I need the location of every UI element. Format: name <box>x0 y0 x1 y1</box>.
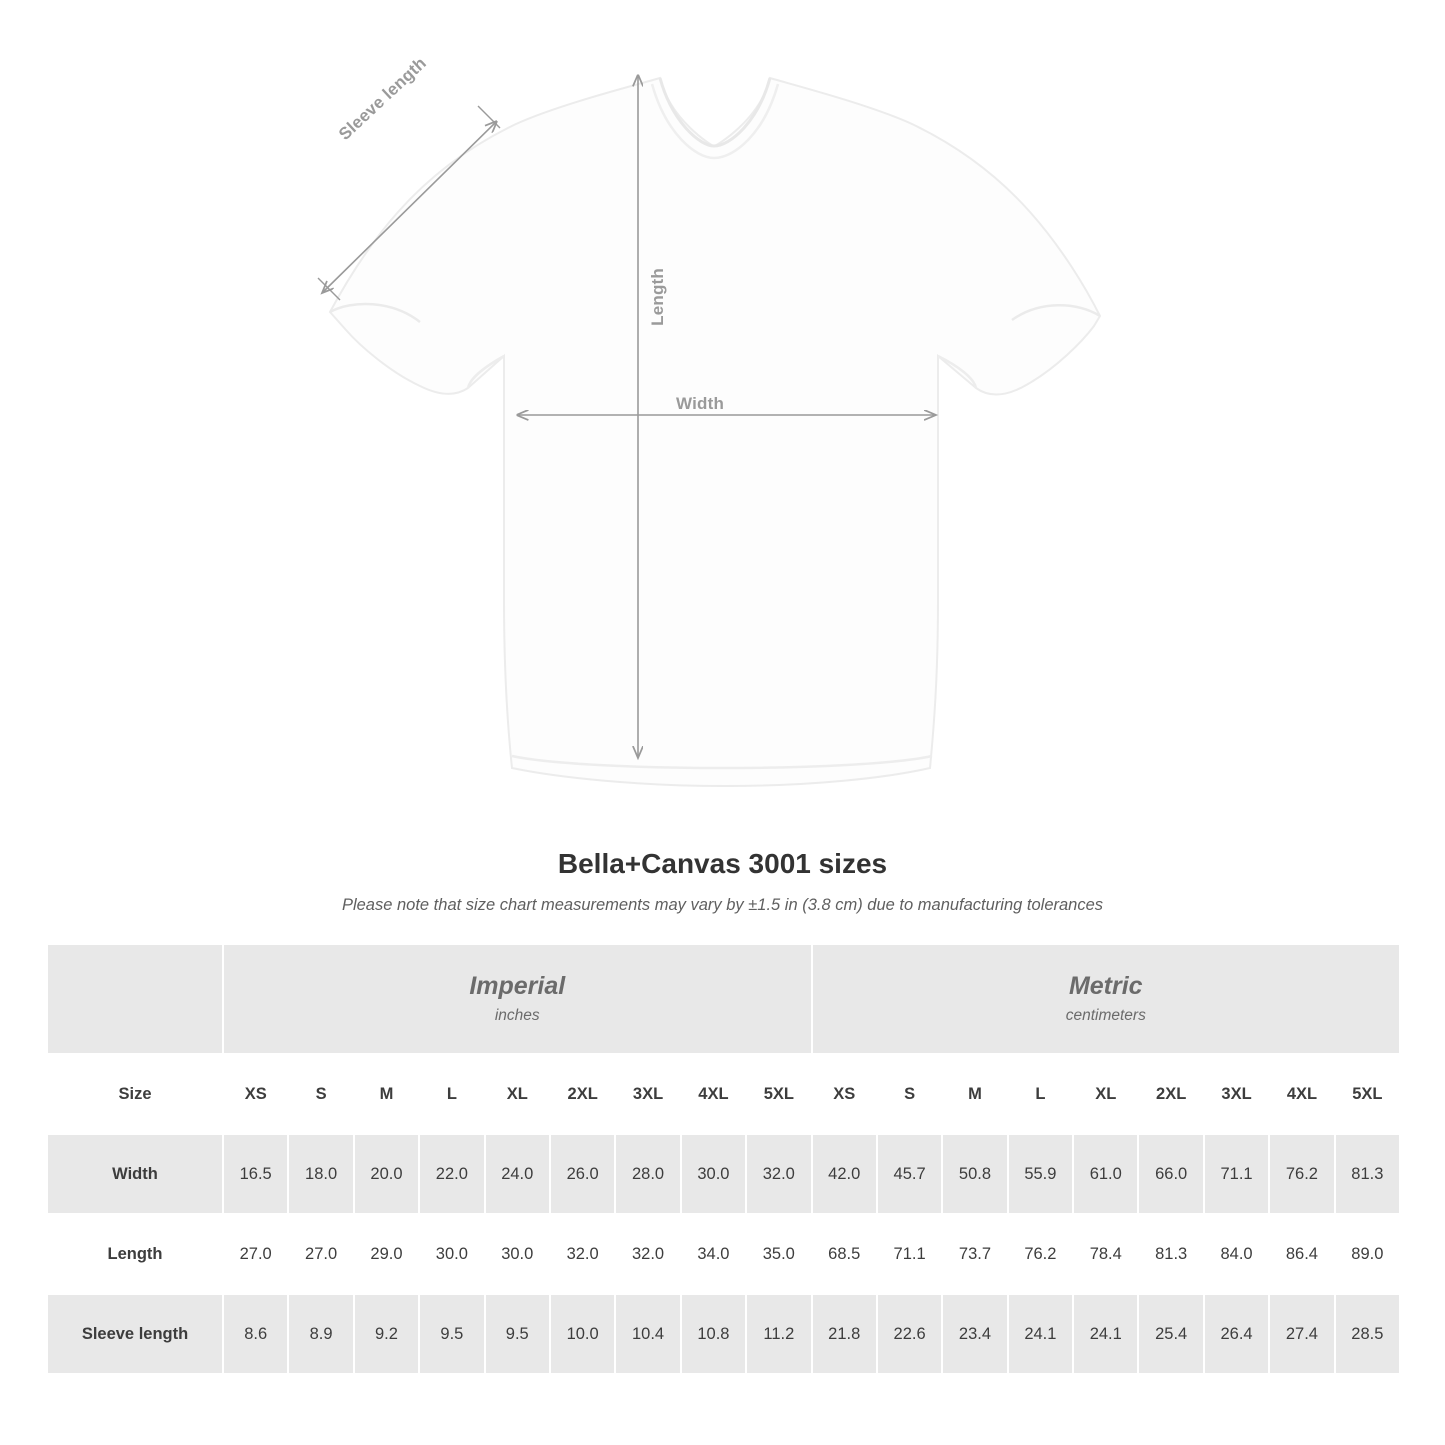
cell-width-s-cm: 45.7 <box>877 1134 942 1214</box>
cell-width-4xl-cm: 76.2 <box>1269 1134 1334 1214</box>
cell-length-m-in: 29.0 <box>354 1214 419 1294</box>
column-header-4xl: 4XL <box>681 1054 746 1134</box>
column-header-s: S <box>288 1054 353 1134</box>
column-header-xs: XS <box>223 1054 288 1134</box>
cell-width-5xl-cm: 81.3 <box>1335 1134 1400 1214</box>
column-header-3xl: 3XL <box>1204 1054 1269 1134</box>
cell-width-xl-cm: 61.0 <box>1073 1134 1138 1214</box>
column-header-m: M <box>354 1054 419 1134</box>
cell-width-m-in: 20.0 <box>354 1134 419 1214</box>
cell-width-xs-in: 16.5 <box>223 1134 288 1214</box>
cell-sleeve-length-4xl-cm: 27.4 <box>1269 1294 1334 1374</box>
column-header-l: L <box>419 1054 484 1134</box>
column-header-m: M <box>942 1054 1007 1134</box>
table-row <box>47 1214 1400 1294</box>
cell-length-xl-in: 30.0 <box>485 1214 550 1294</box>
unit-row-spacer <box>47 944 223 1054</box>
unit-group-name: Imperial <box>469 971 566 1000</box>
cell-sleeve-length-2xl-cm: 25.4 <box>1138 1294 1203 1374</box>
cell-length-3xl-cm: 84.0 <box>1204 1214 1269 1294</box>
unit-group-subtitle: centimeters <box>1065 1007 1146 1025</box>
tolerance-note: Please note that size chart measurements may vary by ±1.5 in (3.8 cm) due to manufacturing tolerances <box>341 896 1104 914</box>
cell-width-2xl-cm: 66.0 <box>1138 1134 1203 1214</box>
cell-length-xl-cm: 78.4 <box>1073 1214 1138 1294</box>
table-header-row <box>47 1054 1400 1134</box>
cell-length-l-cm: 76.2 <box>1008 1214 1073 1294</box>
column-header-xl: XL <box>1073 1054 1138 1134</box>
cell-sleeve-length-m-in: 9.2 <box>354 1294 419 1374</box>
width-dimension-label: Width <box>676 394 725 413</box>
cell-length-2xl-in: 32.0 <box>550 1214 615 1294</box>
column-header-2xl: 2XL <box>1138 1054 1203 1134</box>
cell-length-s-in: 27.0 <box>288 1214 353 1294</box>
cell-length-3xl-in: 32.0 <box>615 1214 680 1294</box>
cell-width-s-in: 18.0 <box>288 1134 353 1214</box>
unit-group-name: Metric <box>1068 971 1143 1000</box>
column-header-xl: XL <box>485 1054 550 1134</box>
cell-sleeve-length-3xl-cm: 26.4 <box>1204 1294 1269 1374</box>
table-row <box>47 1294 1400 1374</box>
cell-sleeve-length-xl-in: 9.5 <box>485 1294 550 1374</box>
cell-length-xs-cm: 68.5 <box>812 1214 877 1294</box>
unit-group-metric <box>812 944 1401 1054</box>
row-label-length: Length <box>47 1214 223 1294</box>
cell-sleeve-length-xs-cm: 21.8 <box>812 1294 877 1374</box>
cell-width-2xl-in: 26.0 <box>550 1134 615 1214</box>
cell-length-2xl-cm: 81.3 <box>1138 1214 1203 1294</box>
cell-sleeve-length-l-cm: 24.1 <box>1008 1294 1073 1374</box>
column-header-s: S <box>877 1054 942 1134</box>
cell-sleeve-length-4xl-in: 10.8 <box>681 1294 746 1374</box>
sleeve-length-dimension-label: Sleeve length <box>335 53 431 144</box>
column-header-4xl: 4XL <box>1269 1054 1334 1134</box>
cell-sleeve-length-2xl-in: 10.0 <box>550 1294 615 1374</box>
cell-width-xs-cm: 42.0 <box>812 1134 877 1214</box>
table-row <box>47 1134 1400 1214</box>
unit-group-imperial <box>223 944 812 1054</box>
column-header-3xl: 3XL <box>615 1054 680 1134</box>
cell-sleeve-length-xl-cm: 24.1 <box>1073 1294 1138 1374</box>
page-title: Bella+Canvas 3001 sizes <box>557 848 888 879</box>
cell-width-5xl-in: 32.0 <box>746 1134 811 1214</box>
cell-width-l-cm: 55.9 <box>1008 1134 1073 1214</box>
column-header-l: L <box>1008 1054 1073 1134</box>
cell-width-l-in: 22.0 <box>419 1134 484 1214</box>
cell-sleeve-length-5xl-in: 11.2 <box>746 1294 811 1374</box>
cell-length-5xl-cm: 89.0 <box>1335 1214 1400 1294</box>
column-header-5xl: 5XL <box>746 1054 811 1134</box>
column-header-2xl: 2XL <box>550 1054 615 1134</box>
cell-width-3xl-in: 28.0 <box>615 1134 680 1214</box>
size-table-container <box>0 943 1445 1375</box>
cell-width-m-cm: 50.8 <box>942 1134 1007 1214</box>
cell-length-s-cm: 71.1 <box>877 1214 942 1294</box>
row-label-width: Width <box>47 1134 223 1214</box>
cell-sleeve-length-s-in: 8.9 <box>288 1294 353 1374</box>
cell-length-xs-in: 27.0 <box>223 1214 288 1294</box>
row-label-sleeve-length: Sleeve length <box>47 1294 223 1374</box>
cell-width-4xl-in: 30.0 <box>681 1134 746 1214</box>
cell-length-4xl-cm: 86.4 <box>1269 1214 1334 1294</box>
unit-group-row <box>47 944 1400 1054</box>
cell-sleeve-length-3xl-in: 10.4 <box>615 1294 680 1374</box>
unit-group-subtitle: inches <box>494 1007 540 1025</box>
cell-width-3xl-cm: 71.1 <box>1204 1134 1269 1214</box>
size-chart-header <box>0 848 1445 915</box>
cell-sleeve-length-5xl-cm: 28.5 <box>1335 1294 1400 1374</box>
column-header-xs: XS <box>812 1054 877 1134</box>
cell-sleeve-length-s-cm: 22.6 <box>877 1294 942 1374</box>
length-dimension-label: Length <box>648 268 667 326</box>
cell-length-5xl-in: 35.0 <box>746 1214 811 1294</box>
size-chart-table <box>46 943 1401 1375</box>
cell-sleeve-length-l-in: 9.5 <box>419 1294 484 1374</box>
row-header-size: Size <box>47 1054 223 1134</box>
cell-width-xl-in: 24.0 <box>485 1134 550 1214</box>
cell-length-l-in: 30.0 <box>419 1214 484 1294</box>
cell-sleeve-length-m-cm: 23.4 <box>942 1294 1007 1374</box>
cell-length-m-cm: 73.7 <box>942 1214 1007 1294</box>
cell-length-4xl-in: 34.0 <box>681 1214 746 1294</box>
cell-sleeve-length-xs-in: 8.6 <box>223 1294 288 1374</box>
column-header-5xl: 5XL <box>1335 1054 1400 1134</box>
